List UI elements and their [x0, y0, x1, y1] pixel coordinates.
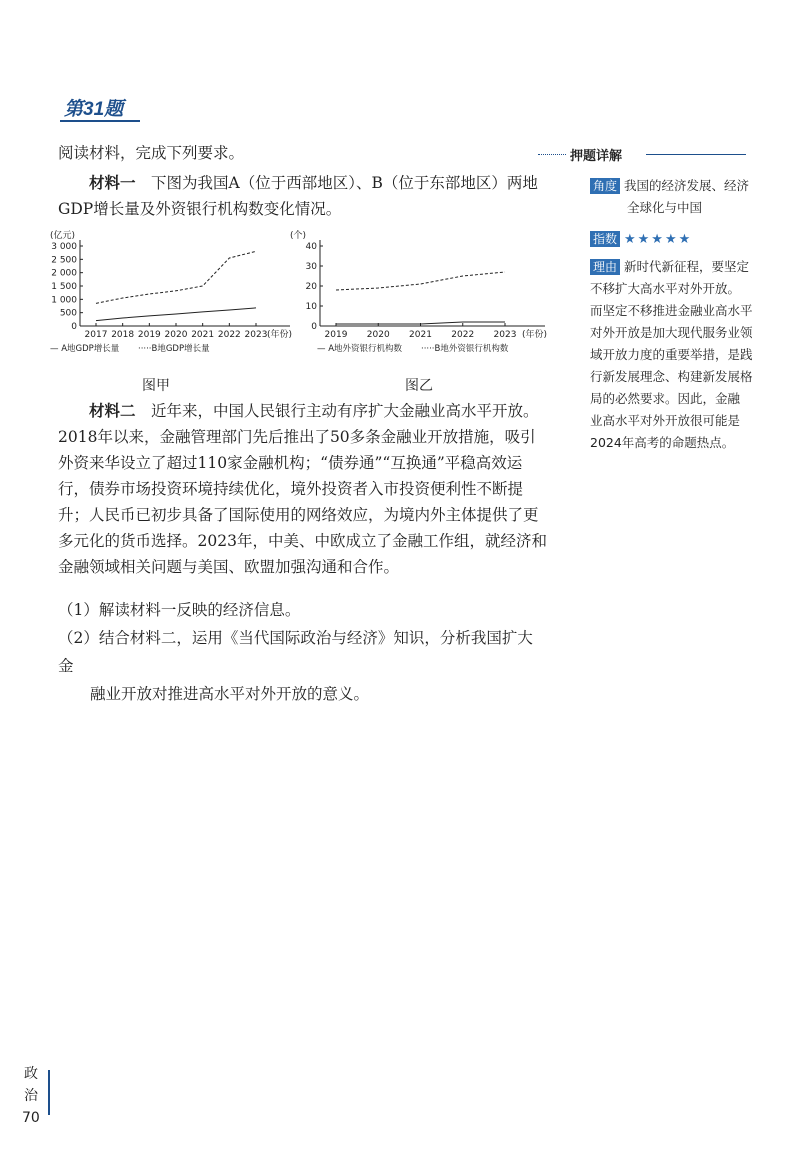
sidebar-header — [538, 145, 748, 163]
index-label: 指数 — [590, 231, 620, 247]
y-axis-label: (个) — [290, 231, 307, 241]
question-2 — [58, 624, 548, 708]
title-underline — [60, 120, 140, 122]
index-block — [590, 228, 692, 251]
y-tick-label: 20 — [305, 282, 317, 292]
material2-text: 近年来，中国人民银行主动有序扩大金融业高水平开放。2018年以来，金融管理部门先后推出了50多条金融业开放措施，吸引外资来华设立了超过110家金融机构；“债券通”“互换通”平稳高效运行，债券市场投资环境持续优化，境外投资者入市投资便利性不断提升；人民币已初步具备了国际使用的网络效应，为境内外主体提供了更多元化的货币选择。2023年，中美、中欧成立了金融工作组，就经济和金融领域相关问题与美国、欧盟加强沟通和合作。 — [58, 402, 547, 576]
series-line-1 — [96, 308, 256, 321]
header-rule — [646, 154, 746, 155]
star-rating-icon: ★★★★★ — [624, 232, 693, 247]
subject-char-2: 治 — [24, 1088, 38, 1104]
chart-gdp-caption: 图甲 — [142, 378, 170, 394]
y-tick-label: 40 — [305, 242, 317, 252]
sidebar-header-title: 押题详解 — [570, 149, 623, 164]
question-1: （1）解读材料一反映的经济信息。 — [58, 601, 301, 619]
legend-series-1: — A地GDP增长量 — [50, 344, 120, 354]
chart-banks-caption: 图乙 — [405, 378, 433, 394]
y-tick-label: 0 — [71, 322, 77, 332]
angle-text-1: 我国的经济发展、经济 — [624, 178, 750, 193]
page-number: 70 — [22, 1110, 40, 1126]
reason-line-8: 业高水平对外开放很可能是 — [590, 413, 741, 428]
y-tick-label: 2 000 — [51, 268, 77, 279]
reason-line-3: 而坚定不移推进金融业高水平 — [590, 303, 753, 318]
x-tick-label: 2022 — [451, 330, 475, 340]
legend-series-1: — A地外资银行机构数 — [317, 344, 403, 354]
y-tick-label: 0 — [311, 322, 317, 332]
angle-label: 角度 — [590, 178, 620, 194]
x-tick-label: 2018 — [111, 330, 135, 340]
question-2-line1: （2）结合材料二，运用《当代国际政治与经济》知识，分析我国扩大金 — [58, 629, 533, 675]
subject-tab — [24, 1063, 38, 1107]
y-axis-label: (亿元) — [50, 231, 76, 241]
reason-label: 理由 — [590, 259, 620, 275]
header-dots — [538, 154, 566, 155]
angle-block — [590, 175, 760, 219]
x-tick-label: 2019 — [324, 330, 348, 340]
material1-paragraph — [58, 170, 548, 222]
reason-line-5: 域开放力度的重要举措，是践 — [590, 347, 753, 362]
reason-line-1: 新时代新征程，要坚定 — [624, 259, 750, 274]
question-2-line2: 融业开放对推进高水平对外开放的意义。 — [90, 685, 370, 703]
subject-char-1: 政 — [24, 1066, 38, 1082]
chart-gdp — [40, 228, 295, 368]
y-tick-label: 30 — [305, 262, 317, 272]
material1-text: 下图为我国A（位于西部地区）、B（位于东部地区）两地GDP增长量及外资银行机构数变化情况。 — [58, 174, 538, 218]
x-tick-label: 2023 — [244, 330, 268, 340]
series-line-2 — [336, 272, 505, 290]
legend-series-2: ·····B地GDP增长量 — [138, 344, 210, 354]
angle-text-2: 全球化与中国 — [627, 200, 703, 215]
x-tick-label: 2021 — [191, 330, 215, 340]
reason-line-4: 对外开放是加大现代服务业领 — [590, 325, 753, 340]
material2-tag: 材料二 — [89, 402, 136, 420]
reason-line-2: 不移扩大高水平对外开放。 — [590, 281, 741, 296]
x-tick-label: 2023 — [493, 330, 517, 340]
y-tick-label: 10 — [305, 302, 317, 312]
subject-tab-bar — [48, 1070, 50, 1115]
x-tick-label: 2020 — [164, 330, 188, 340]
x-tick-label: 2021 — [409, 330, 432, 340]
series-line-2 — [96, 251, 256, 303]
x-tick-label: 2017 — [84, 330, 108, 340]
x-axis-label: (年份) — [521, 330, 547, 340]
x-tick-label: 2022 — [217, 330, 241, 340]
y-tick-label: 1 500 — [51, 282, 77, 292]
reason-block — [590, 256, 765, 454]
y-tick-label: 1 000 — [51, 295, 77, 306]
y-tick-label: 3 000 — [51, 242, 77, 252]
question-title: 第31题 — [64, 99, 124, 120]
y-tick-label: 2 500 — [51, 255, 77, 266]
intro-text: 阅读材料，完成下列要求。 — [58, 144, 245, 162]
x-tick-label: 2019 — [137, 330, 161, 340]
reason-line-9: 2024年高考的命题热点。 — [590, 435, 735, 450]
x-axis-label: (年份) — [266, 330, 292, 340]
material1-tag: 材料一 — [89, 174, 136, 192]
reason-line-6: 行新发展理念、构建新发展格 — [590, 369, 753, 384]
reason-line-7: 局的必然要求。因此，金融 — [590, 391, 741, 406]
chart-banks — [290, 228, 550, 368]
y-tick-label: 500 — [59, 308, 77, 319]
legend-series-2: ·····B地外资银行机构数 — [421, 344, 509, 354]
material2-paragraph — [58, 398, 548, 580]
x-tick-label: 2020 — [366, 330, 390, 340]
